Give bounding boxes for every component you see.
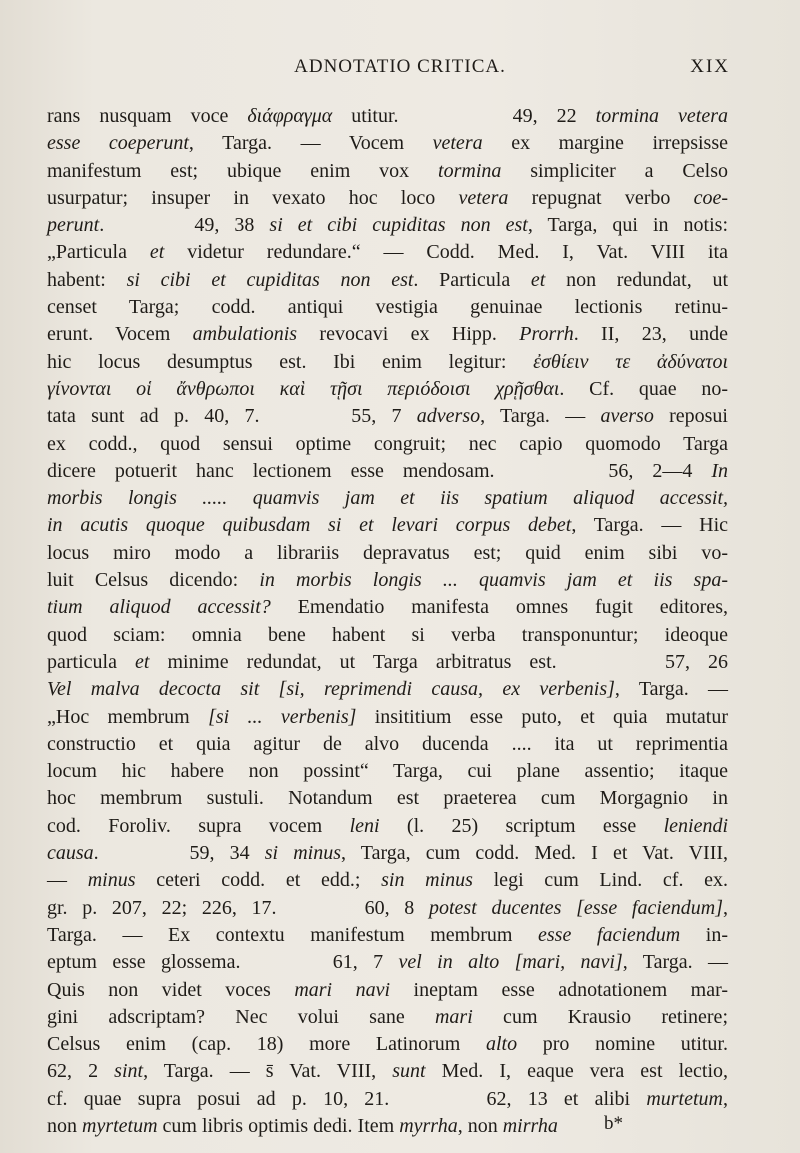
italic-segment: in morbis longis ... quamvis jam et iis spa- xyxy=(259,569,729,592)
text-segment: tata sunt ad p. 40, 7. 55, 7 xyxy=(47,405,417,428)
text-line xyxy=(47,512,728,539)
text-line xyxy=(47,321,728,348)
italic-segment: tium aliquod accessit? xyxy=(47,596,271,619)
text-segment: manifestum est; ubique enim vox xyxy=(47,159,439,182)
italic-segment: myrtetum xyxy=(82,1114,158,1137)
text-segment: gr. p. 207, 22; 226, 17. 60, 8 xyxy=(47,896,429,919)
text-segment: usurpatur; insuper in vexato hoc loco xyxy=(47,186,459,209)
running-head xyxy=(0,52,800,82)
italic-segment: morbis longis ..... quamvis jam et iis spatium aliquod accessit, xyxy=(47,487,728,510)
text-line xyxy=(47,704,728,731)
text-segment: ex codd., quod sensui optime congruit; nec capio quomodo Targa xyxy=(47,432,728,455)
text-segment: particula xyxy=(47,650,136,673)
text-segment: simpliciter a Celso xyxy=(501,159,728,182)
text-line xyxy=(47,895,728,922)
text-line xyxy=(47,376,728,403)
italic-segment: averso xyxy=(600,405,654,428)
text-line xyxy=(47,485,728,512)
text-segment: Emendatio manifesta omnes fugit editores, xyxy=(270,596,729,619)
text-line xyxy=(47,267,728,294)
text-line xyxy=(47,922,728,949)
italic-segment: mari xyxy=(434,1005,473,1028)
text-segment: legi cum Lind. cf. ex. xyxy=(472,869,729,892)
text-segment: Quis non videt voces xyxy=(47,978,295,1001)
text-segment: , non xyxy=(457,1114,503,1137)
italic-segment: esse coeperunt xyxy=(47,132,189,155)
text-segment: , Targa. — s̄ Vat. VIII, xyxy=(143,1060,393,1083)
italic-segment: sint xyxy=(114,1060,144,1083)
text-segment: videtur redundare.“ — Codd. Med. I, Vat. VIII ita xyxy=(164,241,728,264)
text-segment: revocavi ex Hipp. xyxy=(297,323,520,346)
text-line xyxy=(47,185,728,212)
text-segment: cum Krausio retinere; xyxy=(472,1005,728,1028)
italic-segment: perunt xyxy=(47,214,100,237)
text-segment: cf. quae supra posui ad p. 10, 21. 62, 13 et alibi xyxy=(47,1087,647,1110)
text-line xyxy=(47,840,728,867)
text-segment: ex margine irrepsisse xyxy=(482,132,728,155)
text-segment: dicere potuerit hanc lectionem esse mendosam. 56, 2—4 xyxy=(47,459,712,482)
text-line xyxy=(47,1058,728,1085)
text-segment: . 59, 34 xyxy=(93,842,265,865)
text-segment: , Targa, qui in notis: xyxy=(527,214,729,237)
italic-segment: ambulationis xyxy=(192,323,298,346)
text-segment: erunt. Vocem xyxy=(47,323,193,346)
text-segment: hoc membrum sustuli. Notandum est praeterea cum Morgagnio in xyxy=(47,787,728,810)
text-segment: non redundat, ut xyxy=(545,268,729,291)
text-line xyxy=(47,949,728,976)
text-line xyxy=(47,239,728,266)
text-segment: pro nomine utitur. xyxy=(517,1033,728,1056)
text-line xyxy=(47,130,728,157)
text-line xyxy=(47,567,728,594)
italic-segment: in acutis quoque quibusdam si et levari corpus debet xyxy=(47,514,572,537)
text-segment: utitur. 49, 22 xyxy=(332,105,596,127)
text-segment: (l. 25) scriptum esse xyxy=(379,814,664,837)
italic-segment: et xyxy=(149,241,165,264)
page-title: ADNOTATIO CRITICA. xyxy=(294,56,506,77)
italic-segment: vetera xyxy=(458,186,509,209)
italic-segment: sunt xyxy=(392,1060,426,1083)
text-line xyxy=(47,594,728,621)
text-line xyxy=(47,622,728,649)
text-line xyxy=(47,1004,728,1031)
italic-segment: coe- xyxy=(693,186,728,209)
italic-segment: adverso xyxy=(416,405,481,428)
italic-segment: si minus xyxy=(264,842,342,865)
italic-segment: myrrha xyxy=(399,1114,458,1137)
italic-segment: Prorrh xyxy=(519,323,574,346)
italic-segment: alto xyxy=(485,1033,518,1056)
text-line xyxy=(47,785,728,812)
text-segment: rans nusquam voce xyxy=(47,105,248,127)
text-segment: , Targa. — Vocem xyxy=(188,132,433,155)
text-segment: habent: xyxy=(47,268,127,291)
italic-segment: potest ducentes [esse faciendum] xyxy=(429,896,723,919)
text-segment: cum libris optimis dedi. Item xyxy=(157,1114,400,1137)
italic-segment: minus xyxy=(87,869,136,892)
text-segment: . 49, 38 xyxy=(99,214,270,237)
text-segment: ceteri codd. et edd.; xyxy=(135,869,382,892)
italic-segment: sin minus xyxy=(381,869,473,892)
text-segment: . Particula xyxy=(413,268,531,291)
italic-segment: In xyxy=(711,459,728,482)
italic-segment: mirrha xyxy=(502,1114,558,1137)
text-line xyxy=(47,758,728,785)
italic-segment: [si ... verbenis] xyxy=(208,705,357,728)
critical-apparatus-text xyxy=(47,103,728,1140)
text-segment: quod sciam: omnia bene habent si verba transponuntur; ideoque xyxy=(47,623,728,646)
text-line xyxy=(47,676,728,703)
italic-segment: ἐσθίειν τε ἀδύνατοι xyxy=(533,350,728,373)
text-segment: gini adscriptam? Nec volui sane xyxy=(47,1005,435,1028)
italic-segment: γίνονται οἱ ἄνθρωποι καὶ τῇσι περιόδοισι χρῇσθαι xyxy=(47,377,560,400)
text-segment: , Targa. — Hic xyxy=(571,514,729,537)
italic-segment: mari navi xyxy=(294,978,391,1001)
italic-segment: et xyxy=(135,650,150,673)
text-segment: — xyxy=(47,869,88,892)
text-segment: locus miro modo a librariis depravatus est; quid enim sibi vo- xyxy=(47,541,728,564)
text-line xyxy=(47,1031,728,1058)
text-segment: , xyxy=(723,896,728,919)
text-line xyxy=(47,431,728,458)
italic-segment: si cibi et cupiditas non est xyxy=(126,268,414,291)
text-segment: Targa. — Ex contextu manifestum membrum xyxy=(47,923,538,946)
text-line xyxy=(47,294,728,321)
text-segment: locum hic habere non possint“ Targa, cui plane assentio; itaque xyxy=(47,760,728,783)
text-segment: „Particula xyxy=(47,241,150,264)
italic-segment: tormina xyxy=(438,159,502,182)
text-segment: , Targa. — xyxy=(614,678,728,701)
text-segment: . Cf. quae no- xyxy=(559,377,728,400)
text-segment: , Targa. — xyxy=(480,405,601,428)
text-segment: eptum esse glossema. 61, 7 xyxy=(47,951,399,974)
text-segment: , Targa. — xyxy=(622,951,729,974)
text-segment: luit Celsus dicendo: xyxy=(47,569,260,592)
italic-segment: Vel malva decocta sit [si, reprimendi causa, ex verbenis] xyxy=(47,678,615,701)
italic-segment: vetera xyxy=(432,132,483,155)
text-segment: , Targa, cum codd. Med. I et Vat. VIII, xyxy=(341,842,729,865)
text-line xyxy=(47,731,728,758)
text-line xyxy=(47,1086,728,1113)
text-line xyxy=(47,977,728,1004)
italic-segment: causa xyxy=(47,842,94,865)
text-segment: reposui xyxy=(653,405,728,428)
text-segment: , xyxy=(723,1087,728,1110)
text-segment: non xyxy=(47,1114,82,1137)
text-line xyxy=(47,1113,728,1140)
text-segment: insititium esse puto, et quia mutatur xyxy=(356,705,728,728)
text-segment: constructio et quia agitur de alvo ducenda .... ita ut reprimentia xyxy=(47,732,728,755)
text-line xyxy=(47,103,728,130)
text-line xyxy=(47,403,728,430)
text-segment: cod. Foroliv. supra vocem xyxy=(47,814,350,837)
text-line xyxy=(47,212,728,239)
italic-segment: si et cibi cupiditas non est xyxy=(269,214,528,237)
page-number: XIX xyxy=(690,56,730,77)
text-segment: repugnat verbo xyxy=(508,186,694,209)
text-segment: „Hoc membrum xyxy=(47,705,209,728)
italic-segment: leni xyxy=(349,814,380,837)
italic-segment: esse faciendum xyxy=(538,923,681,946)
signature-mark: b* xyxy=(604,1113,623,1134)
text-segment: ineptam esse adnotationem mar- xyxy=(390,978,728,1001)
italic-segment: tormina vetera xyxy=(595,105,728,127)
text-line xyxy=(47,540,728,567)
text-line xyxy=(47,458,728,485)
italic-segment: διάφραγμα xyxy=(247,105,333,127)
text-segment: 62, 2 xyxy=(47,1060,115,1083)
italic-segment: et xyxy=(530,268,546,291)
italic-segment: vel in alto [mari, navi] xyxy=(398,951,623,974)
text-segment: in- xyxy=(680,923,728,946)
text-segment: Med. I, eaque vera est lectio, xyxy=(425,1060,728,1083)
text-segment: . II, 23, unde xyxy=(573,323,728,346)
text-line xyxy=(47,649,728,676)
text-segment: minime redundat, ut Targa arbitratus est. 57, 26 xyxy=(149,650,728,673)
text-line xyxy=(47,813,728,840)
italic-segment: leniendi xyxy=(663,814,729,837)
text-line xyxy=(47,349,728,376)
text-line xyxy=(47,158,728,185)
text-segment: censet Targa; codd. antiqui vestigia genuinae lectionis retinu- xyxy=(47,296,728,319)
text-line xyxy=(47,867,728,894)
text-segment: Celsus enim (cap. 18) more Latinorum xyxy=(47,1033,486,1056)
italic-segment: murtetum xyxy=(646,1087,723,1110)
text-segment: hic locus desumptus est. Ibi enim legitur: xyxy=(47,350,534,373)
